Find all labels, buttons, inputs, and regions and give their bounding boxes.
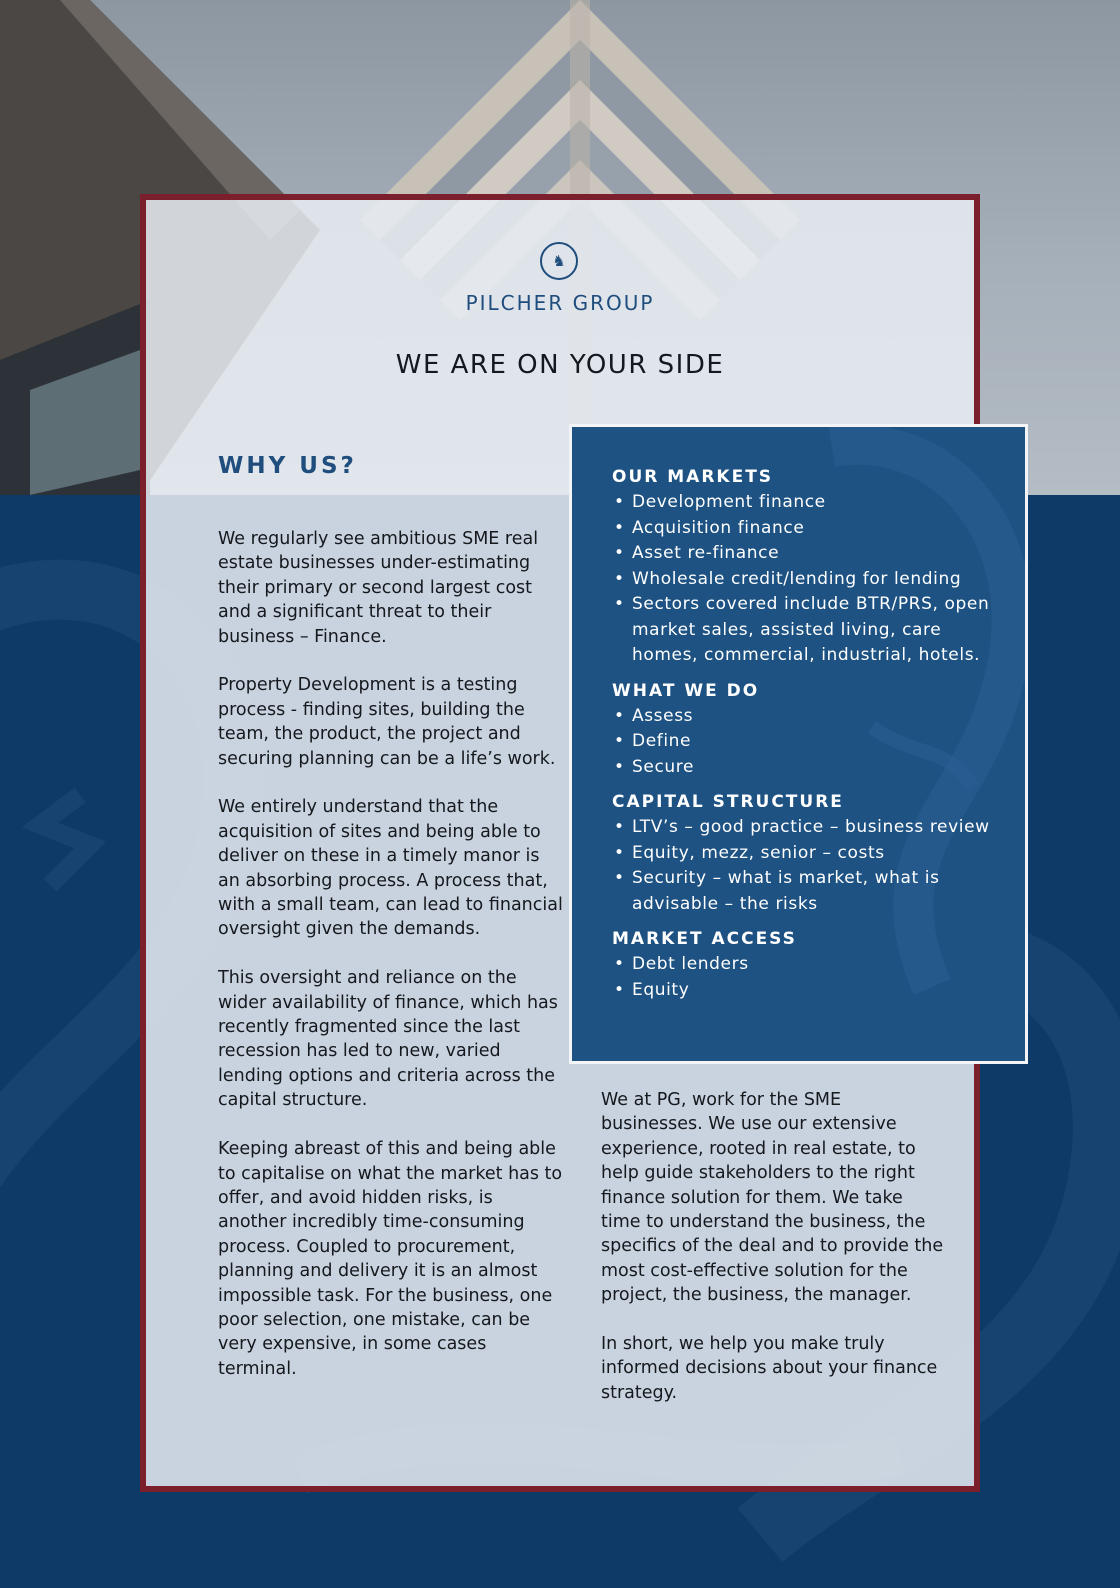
list-item: • Wholesale credit/lending for lending	[632, 567, 1012, 593]
brand-name: PILCHER GROUP	[465, 291, 655, 315]
list-item: • Acquisition finance	[632, 516, 1012, 542]
why-us-body	[218, 527, 563, 1406]
paragraph: This oversight and reliance on the wider availability of finance, which has recently fragmented since the last recession has led to new, varied lending options and criteria across the capital structure.	[218, 968, 558, 1111]
list-item: • Debt lenders	[632, 952, 1012, 978]
list-item: • Sectors covered include BTR/PRS, open market sales, assisted living, care homes, commercial, industrial, hotels.	[632, 592, 1012, 669]
list-item: • Assess	[632, 704, 1012, 730]
paragraph: In short, we help you make truly informed decisions about your finance strategy.	[601, 1334, 938, 1403]
market-access-list	[612, 952, 1012, 1003]
section-title-capital-structure: CAPITAL STRUCTURE	[612, 792, 844, 812]
what-we-do-list	[612, 704, 1012, 781]
list-item: • Asset re-finance	[632, 541, 1012, 567]
paragraph: We entirely understand that the acquisition of sites and being able to deliver on these in a timely manor is an absorbing process. A process that, with a small team, can lead to financial oversight given the demands.	[218, 797, 563, 940]
list-item: • Secure	[632, 755, 1012, 781]
list-item: • LTV’s – good practice – business review	[632, 815, 1012, 841]
tagline: WE ARE ON YOUR SIDE	[395, 350, 725, 380]
why-us-heading: WHY US?	[218, 453, 357, 479]
paragraph: Property Development is a testing process - finding sites, building the team, the product, the project and securing planning can be a life’s work.	[218, 675, 556, 769]
services-list	[612, 467, 1012, 1003]
paragraph: We at PG, work for the SME businesses. We use our extensive experience, rooted in real estate, to help guide stakeholders to the right finance solution for them. We take time to understand the business, the specifics of the deal and to provide the most cost-effective solution for the project, the business, the manager.	[601, 1090, 944, 1306]
paragraph: We regularly see ambitious SME real estate businesses under-estimating their primary or second largest cost and a significant threat to their business – Finance.	[218, 529, 539, 647]
list-item: • Define	[632, 729, 1012, 755]
list-item: • Equity	[632, 978, 1012, 1004]
paragraph: Keeping abreast of this and being able to capitalise on what the market has to offer, and avoid hidden risks, is another incredibly time-consuming process. Coupled to procurement, planning and delivery it is an almost impossible task. For the business, one poor selection, one mistake, can be very expensive, in some cases terminal.	[218, 1139, 563, 1379]
list-item: • Equity, mezz, senior – costs	[632, 841, 1012, 867]
section-title-what-we-do: WHAT WE DO	[612, 680, 760, 701]
our-markets-list	[612, 490, 1012, 669]
list-item: • Security – what is market, what is advisable – the risks	[632, 866, 1012, 917]
list-item: • Development finance	[632, 490, 1012, 516]
closing-body	[601, 1088, 946, 1430]
lion-crest-icon: ♞	[540, 242, 578, 280]
section-title-our-markets: OUR MARKETS	[612, 467, 774, 487]
section-title-market-access: MARKET ACCESS	[612, 929, 797, 949]
capital-structure-list	[612, 815, 1012, 917]
services-panel	[569, 424, 1028, 1064]
